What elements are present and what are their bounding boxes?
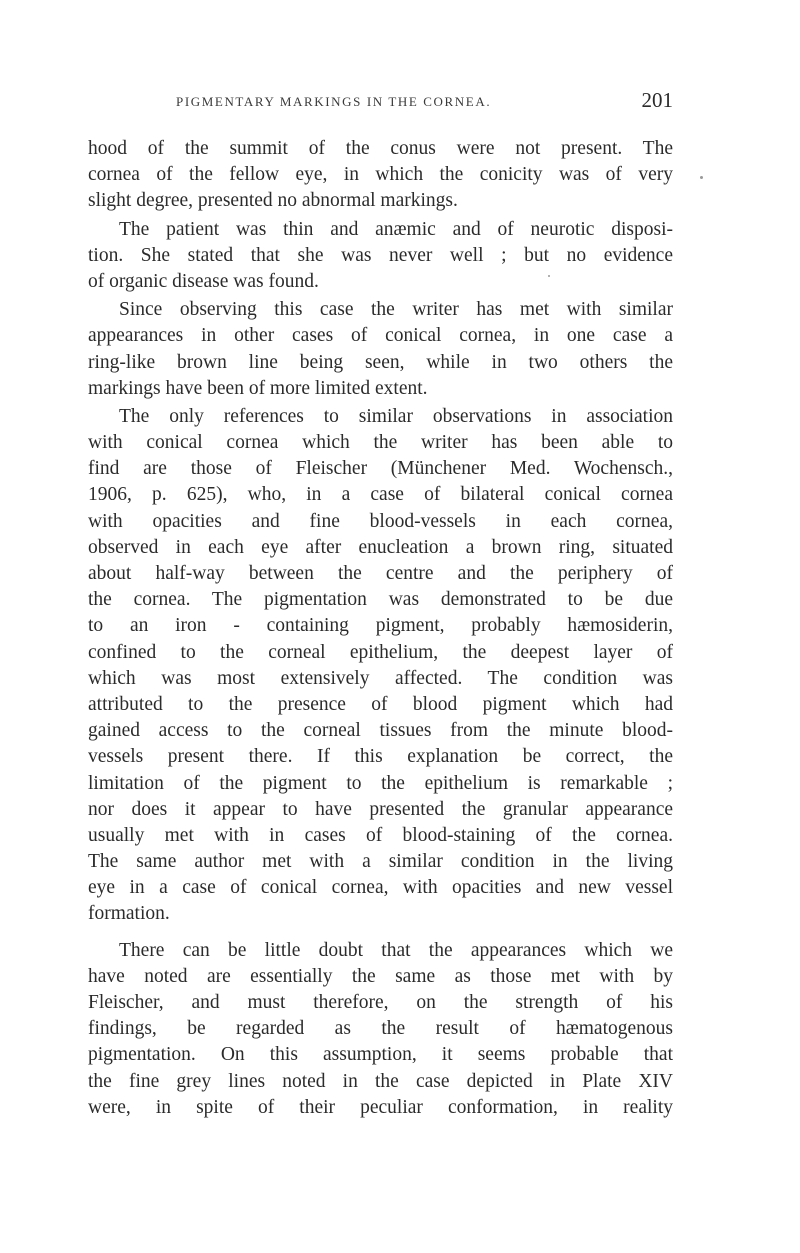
text-line: tion. She stated that she was never well ; but no evidence (88, 244, 673, 266)
text-line: of organic disease was found. (88, 270, 319, 292)
text-line: vessels present there. If this explanation be correct, the (88, 746, 673, 768)
text-line: Since observing this case the writer has met with similar (119, 299, 673, 321)
paragraph-3 (88, 297, 673, 402)
paragraph-1 (88, 136, 673, 215)
text-line: hood of the summit of the conus were not present. The (88, 138, 673, 159)
text-line: markings have been of more limited extent. (88, 377, 428, 399)
text-line: confined to the corneal epithelium, the deepest layer of (88, 641, 673, 663)
text-line: the fine grey lines noted in the case depicted in Plate XIV (88, 1070, 673, 1092)
paragraph-2 (88, 217, 673, 296)
text-line: The patient was thin and anæmic and of neurotic disposi- (119, 218, 673, 240)
text-line: observed in each eye after enucleation a brown ring, situated (88, 536, 673, 558)
text-line: ring-like brown line being seen, while in two others the (88, 351, 673, 373)
text-line: appearances in other cases of conical cornea, in one case a (88, 325, 673, 347)
text-line: the cornea. The pigmentation was demonstrated to be due (88, 589, 673, 611)
text-line: limitation of the pigment to the epithelium is remarkable ; (88, 772, 673, 794)
text-line: findings, be regarded as the result of hæmatogenous (88, 1018, 673, 1040)
paragraph-4 (88, 404, 673, 928)
text-line: have noted are essentially the same as those met with by (88, 965, 673, 987)
paper-speck (548, 275, 550, 277)
text-line: nor does it appear to have presented the granular appearance (88, 798, 673, 820)
text-line: find are those of Fleischer (Münchener Med. Wochensch., (88, 458, 673, 480)
text-line: attributed to the presence of blood pigment which had (88, 693, 673, 715)
text-line: to an iron - containing pigment, probably hæmosiderin, (88, 615, 673, 637)
text-line: gained access to the corneal tissues from the minute blood- (88, 720, 673, 742)
text-line: eye in a case of conical cornea, with opacities and new vessel (88, 877, 673, 899)
text-line: The only references to similar observations in association (119, 405, 673, 427)
page-number: 201 (641, 88, 673, 112)
text-line: with conical cornea which the writer has been able to (88, 432, 673, 454)
text-line: which was most extensively affected. The condition was (88, 667, 673, 689)
text-line: Fleischer, and must therefore, on the strength of his (88, 992, 673, 1013)
body-text (88, 136, 673, 1121)
text-line: were, in spite of their peculiar conformation, in reality (88, 1096, 673, 1118)
paragraph-5 (88, 938, 673, 1121)
text-line: pigmentation. On this assumption, it seems probable that (88, 1044, 673, 1066)
paper-speck (700, 176, 703, 179)
text-line: There can be little doubt that the appearances which we (119, 939, 673, 961)
running-title: PIGMENTARY MARKINGS IN THE CORNEA. (176, 94, 492, 109)
text-line: slight degree, presented no abnormal markings. (88, 190, 458, 212)
text-line: about half-way between the centre and the periphery of (88, 563, 673, 584)
text-line: formation. (88, 903, 170, 925)
running-head (88, 88, 673, 116)
text-line: usually met with in cases of blood-staining of the cornea. (88, 824, 673, 846)
text-line: with opacities and fine blood-vessels in each cornea, (88, 510, 673, 532)
text-line: cornea of the fellow eye, in which the conicity was of very (88, 164, 673, 186)
text-line: The same author met with a similar condition in the living (88, 851, 673, 873)
text-line: 1906, p. 625), who, in a case of bilateral conical cornea (88, 484, 673, 506)
